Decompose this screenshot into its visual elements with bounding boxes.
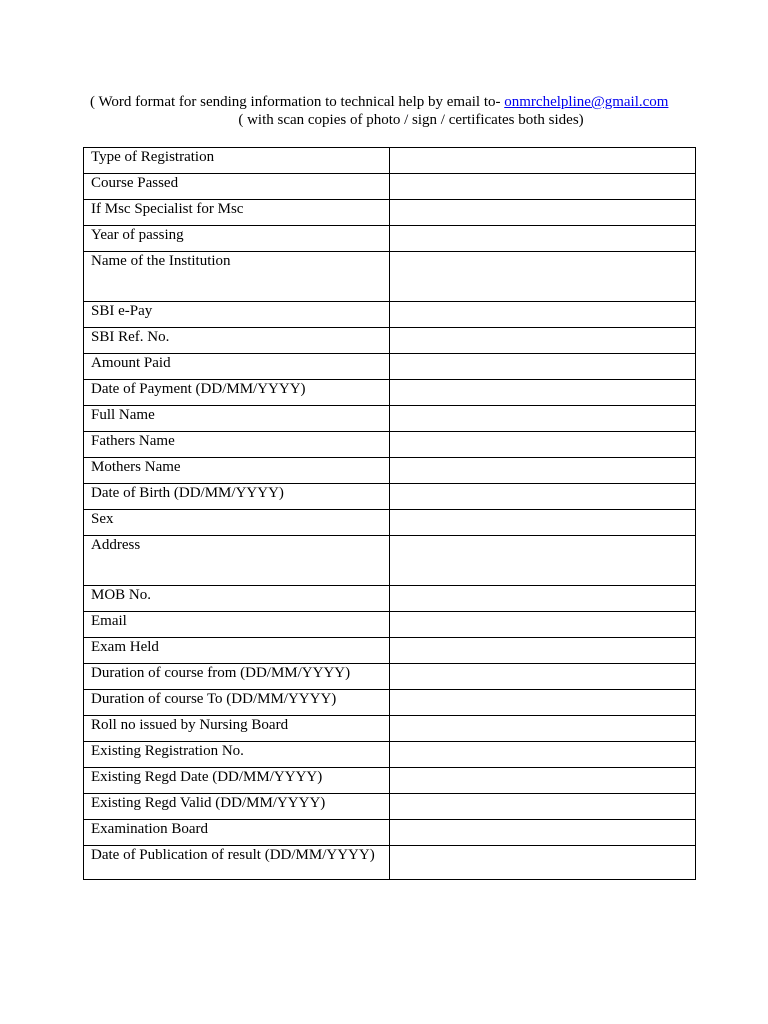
field-label: SBI Ref. No. [84,328,390,354]
field-value[interactable] [390,612,696,638]
field-label: Examination Board [84,820,390,846]
table-row [84,768,696,794]
field-value[interactable] [390,380,696,406]
field-value[interactable] [390,484,696,510]
table-row [84,536,696,586]
field-label: Year of passing [84,226,390,252]
field-value[interactable] [390,586,696,612]
field-value[interactable] [390,432,696,458]
field-label: Duration of course from (DD/MM/YYYY) [84,664,390,690]
field-value[interactable] [390,742,696,768]
table-row [84,302,696,328]
field-label: Duration of course To (DD/MM/YYYY) [84,690,390,716]
table-row [84,458,696,484]
table-row [84,200,696,226]
table-row [84,328,696,354]
field-label: Course Passed [84,174,390,200]
field-label: Full Name [84,406,390,432]
field-value[interactable] [390,302,696,328]
field-value[interactable] [390,148,696,174]
field-value[interactable] [390,328,696,354]
table-row [84,510,696,536]
helpline-email-link[interactable]: onmrchelpline@gmail.com [504,94,669,110]
field-value[interactable] [390,226,696,252]
field-label: SBI e-Pay [84,302,390,328]
field-value[interactable] [390,406,696,432]
field-label: Date of Payment (DD/MM/YYYY) [84,380,390,406]
table-row [84,148,696,174]
field-label: Type of Registration [84,148,390,174]
table-row [84,716,696,742]
registration-form-table [83,147,696,880]
field-label: Amount Paid [84,354,390,380]
field-value[interactable] [390,458,696,484]
field-label: Address [84,536,390,586]
header-instruction [90,93,668,111]
field-value[interactable] [390,200,696,226]
field-label: Sex [84,510,390,536]
table-row [84,354,696,380]
field-value[interactable] [390,716,696,742]
field-value[interactable] [390,768,696,794]
table-row [84,432,696,458]
field-value[interactable] [390,354,696,380]
field-label: Existing Regd Date (DD/MM/YYYY) [84,768,390,794]
table-row [84,484,696,510]
field-label: Date of Publication of result (DD/MM/YYYY) [84,846,390,880]
table-row [84,820,696,846]
table-row [84,226,696,252]
table-row [84,406,696,432]
table-row [84,638,696,664]
header-attachment-note: ( with scan copies of photo / sign / certificates both sides) [238,112,584,128]
field-value[interactable] [390,174,696,200]
field-value[interactable] [390,846,696,880]
field-label: Existing Regd Valid (DD/MM/YYYY) [84,794,390,820]
table-row [84,612,696,638]
field-value[interactable] [390,690,696,716]
field-label: Exam Held [84,638,390,664]
field-label: If Msc Specialist for Msc [84,200,390,226]
field-value[interactable] [390,664,696,690]
field-label: MOB No. [84,586,390,612]
field-value[interactable] [390,638,696,664]
field-label: Date of Birth (DD/MM/YYYY) [84,484,390,510]
field-value[interactable] [390,820,696,846]
table-row [84,742,696,768]
field-label: Name of the Institution [84,252,390,302]
table-row [84,252,696,302]
field-label: Roll no issued by Nursing Board [84,716,390,742]
table-row [84,380,696,406]
table-row [84,664,696,690]
field-label: Fathers Name [84,432,390,458]
table-row [84,586,696,612]
table-row [84,690,696,716]
table-row [84,794,696,820]
field-value[interactable] [390,536,696,586]
header-instruction-text: ( Word format for sending information to technical help by email to- [90,94,505,110]
field-label: Existing Registration No. [84,742,390,768]
field-label: Email [84,612,390,638]
table-row [84,174,696,200]
field-label: Mothers Name [84,458,390,484]
field-value[interactable] [390,252,696,302]
field-value[interactable] [390,510,696,536]
field-value[interactable] [390,794,696,820]
table-row [84,846,696,880]
